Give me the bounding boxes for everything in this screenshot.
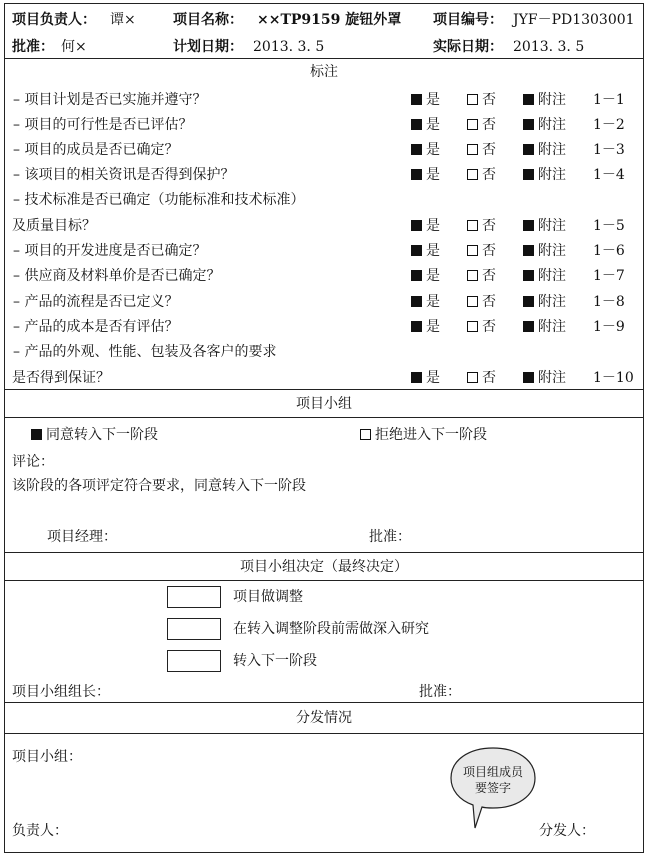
note-reference: 1－1 xyxy=(593,92,625,108)
approve-label: 批准： xyxy=(12,39,54,55)
actual-date-value: 2013. 3. 5 xyxy=(513,39,585,55)
note-option[interactable] xyxy=(523,139,566,159)
yes-option[interactable] xyxy=(411,240,440,260)
empty-checkbox-icon xyxy=(467,119,478,130)
no-option[interactable] xyxy=(467,139,496,159)
empty-checkbox-icon xyxy=(467,270,478,281)
yes-label: 是 xyxy=(426,294,440,310)
team-title: 项目小组 xyxy=(296,396,352,412)
checklist-question: – 技术标准是否已确定（功能标准和技术标准） xyxy=(13,192,305,208)
filled-checkbox-icon xyxy=(523,270,534,281)
leader-label: 项目小组组长： xyxy=(12,684,110,700)
filled-checkbox-icon xyxy=(523,321,534,332)
yes-label: 是 xyxy=(426,92,440,108)
filled-checkbox-icon xyxy=(523,169,534,180)
checklist-question: – 该项目的相关资讯是否得到保护？ xyxy=(13,167,235,183)
owner-value: 谭× xyxy=(110,12,136,28)
distribution-title: 分发情况 xyxy=(296,710,352,726)
yes-option[interactable] xyxy=(411,139,440,159)
team-sign-label: 项目小组： xyxy=(12,749,82,765)
yes-label: 是 xyxy=(426,167,440,183)
note-label: 附注 xyxy=(538,268,566,284)
owner-label: 项目负责人： xyxy=(12,12,96,28)
checklist-question: – 项目计划是否已实施并遵守？ xyxy=(13,92,207,108)
decision-option-adjust: 项目做调整 xyxy=(233,589,303,605)
filled-checkbox-icon xyxy=(411,296,422,307)
divider xyxy=(5,733,643,734)
note-reference: 1－4 xyxy=(593,167,625,183)
filled-checkbox-icon xyxy=(523,144,534,155)
filled-checkbox-icon xyxy=(523,372,534,383)
yes-label: 是 xyxy=(426,370,440,386)
yes-label: 是 xyxy=(426,117,440,133)
note-reference: 1－3 xyxy=(593,142,625,158)
filled-checkbox-icon xyxy=(411,94,422,105)
note-reference: 1－8 xyxy=(593,294,625,310)
yes-label: 是 xyxy=(426,319,440,335)
divider xyxy=(5,580,643,581)
no-label: 否 xyxy=(482,243,496,259)
checklist-question: – 项目的成员是否已确定？ xyxy=(13,142,179,158)
no-label: 否 xyxy=(482,218,496,234)
filled-checkbox-icon xyxy=(411,321,422,332)
note-label: 附注 xyxy=(538,92,566,108)
bubble-text xyxy=(445,764,541,796)
annotation-title: 标注 xyxy=(310,64,338,80)
empty-checkbox-icon xyxy=(467,372,478,383)
filled-checkbox-icon xyxy=(411,270,422,281)
checklist-row xyxy=(5,315,643,335)
yes-option[interactable] xyxy=(411,89,440,109)
project-no-value: JYF－PD1303001 xyxy=(513,12,635,28)
bubble-line-2: 要签字 xyxy=(474,781,511,795)
decision-option-research: 在转入调整阶段前需做深入研究 xyxy=(233,621,429,637)
note-reference: 1－10 xyxy=(593,370,634,386)
note-reference: 1－5 xyxy=(593,218,625,234)
empty-checkbox-icon xyxy=(467,296,478,307)
filled-checkbox-icon xyxy=(523,245,534,256)
agree-label: 同意转入下一阶段 xyxy=(46,427,158,443)
note-option[interactable] xyxy=(523,215,566,235)
checklist-row xyxy=(5,88,643,108)
note-option[interactable] xyxy=(523,164,566,184)
note-label: 附注 xyxy=(538,167,566,183)
no-label: 否 xyxy=(482,319,496,335)
filled-checkbox-icon xyxy=(523,220,534,231)
filled-checkbox-icon xyxy=(411,220,422,231)
approve-value: 何× xyxy=(61,39,87,55)
divider xyxy=(5,552,643,553)
filled-checkbox-icon xyxy=(411,169,422,180)
filled-checkbox-icon xyxy=(411,119,422,130)
yes-label: 是 xyxy=(426,218,440,234)
filled-checkbox-icon xyxy=(411,245,422,256)
reject-option[interactable] xyxy=(360,426,487,444)
note-label: 附注 xyxy=(538,117,566,133)
checklist-question: 及质量目标？ xyxy=(12,218,96,234)
checklist-row xyxy=(5,264,643,284)
no-label: 否 xyxy=(482,167,496,183)
yes-option[interactable] xyxy=(411,367,440,387)
project-name-value: ××TP9159 旋钮外罩 xyxy=(257,12,402,28)
note-label: 附注 xyxy=(538,218,566,234)
note-label: 附注 xyxy=(538,319,566,335)
empty-checkbox-icon xyxy=(467,321,478,332)
note-label: 附注 xyxy=(538,243,566,259)
checklist-question: – 供应商及材料单价是否已确定？ xyxy=(13,268,221,284)
empty-checkbox-icon xyxy=(467,94,478,105)
checklist-row xyxy=(5,163,643,183)
note-label: 附注 xyxy=(538,370,566,386)
divider xyxy=(5,389,643,390)
checklist-row xyxy=(5,113,643,133)
divider xyxy=(5,417,643,418)
yes-option[interactable] xyxy=(411,164,440,184)
plan-date-label: 计划日期： xyxy=(173,39,243,55)
plan-date-value: 2013. 3. 5 xyxy=(253,39,325,55)
no-option[interactable] xyxy=(467,291,496,311)
yes-option[interactable] xyxy=(411,114,440,134)
yes-label: 是 xyxy=(426,142,440,158)
no-option[interactable] xyxy=(467,114,496,134)
yes-option[interactable] xyxy=(411,316,440,336)
empty-checkbox-icon xyxy=(467,245,478,256)
project-name-label: 项目名称： xyxy=(173,12,243,28)
note-option[interactable] xyxy=(523,316,566,336)
checklist-question: – 产品的成本是否有评估？ xyxy=(13,319,179,335)
note-reference: 1－7 xyxy=(593,268,625,284)
empty-checkbox-icon xyxy=(467,220,478,231)
checklist-question-line xyxy=(5,188,643,208)
filled-checkbox-icon xyxy=(31,429,42,440)
no-label: 否 xyxy=(482,370,496,386)
no-option[interactable] xyxy=(467,164,496,184)
no-option[interactable] xyxy=(467,316,496,336)
project-review-form xyxy=(4,3,644,853)
no-label: 否 xyxy=(482,142,496,158)
distributor-label: 分发人： xyxy=(539,823,595,839)
no-option[interactable] xyxy=(467,240,496,260)
actual-date-label: 实际日期： xyxy=(433,39,503,55)
note-option[interactable] xyxy=(523,240,566,260)
yes-option[interactable] xyxy=(411,215,440,235)
checklist-question: – 产品的外观、性能、包装及各客户的要求 xyxy=(13,344,277,360)
checklist-row xyxy=(5,214,643,234)
yes-label: 是 xyxy=(426,268,440,284)
no-option[interactable] xyxy=(467,265,496,285)
note-option[interactable] xyxy=(523,367,566,387)
no-label: 否 xyxy=(482,117,496,133)
yes-option[interactable] xyxy=(411,291,440,311)
empty-checkbox-icon xyxy=(467,169,478,180)
yes-label: 是 xyxy=(426,243,440,259)
decision-option-next: 转入下一阶段 xyxy=(233,653,317,669)
bubble-line-1: 项目组成员 xyxy=(462,765,523,779)
checklist-row xyxy=(5,366,643,386)
note-reference: 1－9 xyxy=(593,319,625,335)
empty-checkbox-icon xyxy=(360,429,371,440)
note-reference: 1－6 xyxy=(593,243,625,259)
divider xyxy=(5,58,643,59)
filled-checkbox-icon xyxy=(523,94,534,105)
checklist-row xyxy=(5,138,643,158)
checklist-row xyxy=(5,290,643,310)
checklist-question: – 项目的可行性是否已评估？ xyxy=(13,117,193,133)
no-option[interactable] xyxy=(467,89,496,109)
no-label: 否 xyxy=(482,92,496,108)
filled-checkbox-icon xyxy=(523,296,534,307)
decision-checkbox-next[interactable] xyxy=(167,650,221,672)
note-option[interactable] xyxy=(523,265,566,285)
checklist-question-line xyxy=(5,340,643,360)
comment-label: 评论： xyxy=(12,454,54,470)
team-approve-label: 批准： xyxy=(369,529,411,545)
no-option[interactable] xyxy=(467,367,496,387)
decision-title: 项目小组决定（最终决定） xyxy=(240,559,408,575)
project-no-label: 项目编号： xyxy=(433,12,503,28)
signature-speech-bubble xyxy=(445,744,541,834)
decision-checkbox-research[interactable] xyxy=(167,618,221,640)
checklist-question: 是否得到保证？ xyxy=(12,370,110,386)
note-reference: 1－2 xyxy=(593,117,625,133)
decision-checkbox-adjust[interactable] xyxy=(167,586,221,608)
filled-checkbox-icon xyxy=(411,144,422,155)
no-option[interactable] xyxy=(467,215,496,235)
note-label: 附注 xyxy=(538,294,566,310)
no-label: 否 xyxy=(482,268,496,284)
note-option[interactable] xyxy=(523,291,566,311)
yes-option[interactable] xyxy=(411,265,440,285)
manager-label: 项目经理： xyxy=(47,529,117,545)
note-option[interactable] xyxy=(523,89,566,109)
owner-sign-label: 负责人： xyxy=(12,823,68,839)
filled-checkbox-icon xyxy=(523,119,534,130)
decision-approve-label: 批准： xyxy=(419,684,461,700)
filled-checkbox-icon xyxy=(411,372,422,383)
note-option[interactable] xyxy=(523,114,566,134)
no-label: 否 xyxy=(482,294,496,310)
divider xyxy=(5,702,643,703)
note-label: 附注 xyxy=(538,142,566,158)
comment-text: 该阶段的各项评定符合要求，同意转入下一阶段 xyxy=(12,478,306,494)
empty-checkbox-icon xyxy=(467,144,478,155)
agree-option[interactable] xyxy=(31,426,158,444)
checklist-question: – 产品的流程是否已定义？ xyxy=(13,294,179,310)
reject-label: 拒绝进入下一阶段 xyxy=(375,427,487,443)
checklist-question: – 项目的开发进度是否已确定？ xyxy=(13,243,207,259)
checklist-row xyxy=(5,239,643,259)
